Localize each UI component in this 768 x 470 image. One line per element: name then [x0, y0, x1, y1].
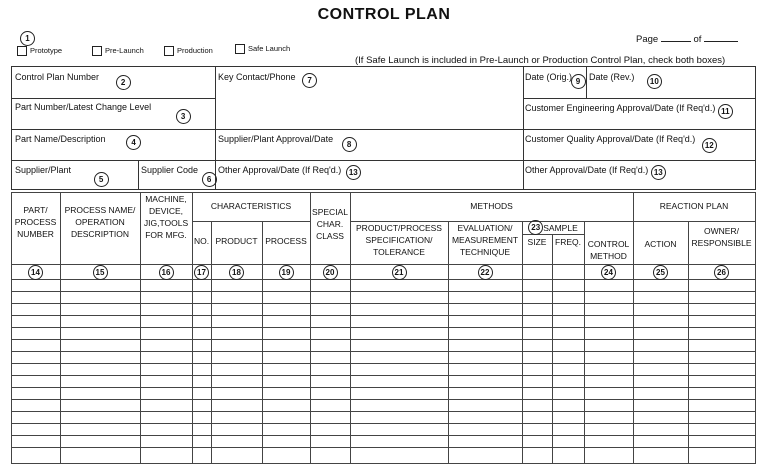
- field-label: Customer Quality Approval/Date (If Req'd.): [525, 133, 696, 144]
- ref-number: 20: [323, 265, 338, 280]
- header-line: PROCESS NAME/: [64, 205, 136, 215]
- ref-number: 9: [571, 74, 586, 89]
- field-label: Date (Orig.): [525, 71, 573, 82]
- ref-number: 19: [279, 265, 294, 280]
- ref-number: 26: [714, 265, 729, 280]
- customer-quality-approval-field[interactable]: [525, 132, 717, 150]
- checkbox-pre-launch[interactable]: [92, 46, 144, 56]
- column-header-owner: [688, 225, 755, 249]
- checkbox-label: Prototype: [30, 46, 63, 55]
- field-label: Other Approval/Date (If Req'd.): [218, 164, 342, 175]
- header-line: SPECIFICATION/: [365, 235, 433, 245]
- column-header-evaluation: [448, 222, 522, 258]
- field-label: Supplier/Plant: [15, 164, 72, 175]
- page-title: CONTROL PLAN: [317, 6, 451, 23]
- ref-number: 23: [528, 220, 543, 235]
- ref-number: 10: [647, 74, 662, 89]
- ref-number: 16: [159, 265, 174, 280]
- header-line: OWNER/: [704, 226, 739, 236]
- column-header-specification: [350, 222, 448, 258]
- part-number-field[interactable]: [15, 100, 191, 121]
- header-line: SPECIAL: [312, 207, 348, 217]
- ref-number: 2: [116, 75, 131, 90]
- ref-number: 13: [651, 165, 666, 180]
- column-group-reaction-plan: REACTION PLAN: [659, 201, 729, 211]
- header-line: CONTROL: [587, 239, 630, 249]
- ref-number: 21: [392, 265, 407, 280]
- column-header-size: SIZE: [527, 237, 547, 247]
- field-label: Other Approval/Date (If Req'd.): [525, 164, 649, 175]
- production-checkbox[interactable]: [164, 46, 174, 56]
- other-approval-right-field[interactable]: [525, 163, 666, 178]
- supplier-plant-field[interactable]: [15, 163, 109, 184]
- field-label: Part Number/Latest Change Level: [15, 101, 152, 112]
- column-group-sample: [522, 221, 584, 236]
- checkbox-label: Production: [177, 46, 213, 55]
- ref-number: 12: [702, 138, 717, 153]
- customer-engineering-approval-field[interactable]: [525, 101, 733, 116]
- column-group-methods: METHODS: [470, 201, 513, 211]
- header-line: MEASUREMENT: [451, 235, 519, 245]
- header-line: DEVICE,: [148, 206, 183, 216]
- ref-number: 4: [126, 135, 141, 150]
- header-line: PRODUCT/PROCESS: [356, 223, 442, 233]
- checkbox-production[interactable]: [164, 46, 213, 56]
- control-plan-table: [11, 192, 756, 464]
- ref-number: 1: [20, 31, 35, 46]
- ref-number: 6: [202, 172, 217, 187]
- column-header-control-method: [584, 238, 633, 262]
- checkbox-safe-launch[interactable]: [235, 44, 290, 54]
- checkbox-label: Pre-Launch: [105, 46, 144, 55]
- pre-launch-checkbox[interactable]: [92, 46, 102, 56]
- field-label: Control Plan Number: [15, 71, 100, 82]
- header-line: CHAR.: [316, 219, 344, 229]
- header-line: RESPONSIBLE: [691, 238, 752, 248]
- header-line: FOR MFG.: [145, 230, 187, 240]
- header-line: NUMBER: [17, 229, 54, 239]
- header-line: PROCESS: [14, 217, 57, 227]
- header-line: OPERATION: [75, 217, 125, 227]
- page-label: Page: [636, 34, 659, 45]
- checkbox-prototype[interactable]: [17, 46, 62, 56]
- field-label: Key Contact/Phone: [218, 71, 296, 82]
- header-line: SAMPLE: [543, 222, 578, 233]
- prototype-checkbox[interactable]: [17, 46, 27, 56]
- header-line: PART/: [23, 205, 48, 215]
- date-rev-field[interactable]: [589, 70, 662, 85]
- column-header-special-char: [310, 206, 350, 242]
- field-label: Date (Rev.): [589, 71, 635, 82]
- supplier-code-field[interactable]: [141, 163, 217, 184]
- column-group-characteristics: CHARACTERISTICS: [210, 201, 292, 211]
- other-approval-left-field[interactable]: [218, 163, 361, 178]
- part-name-field[interactable]: [15, 132, 141, 147]
- header-line: TECHNIQUE: [459, 247, 511, 257]
- field-label: Part Name/Description: [15, 133, 106, 144]
- column-header-freq: FREQ.: [555, 237, 581, 247]
- field-label: Supplier Code: [141, 164, 199, 175]
- ref-number: 18: [229, 265, 244, 280]
- header-line: EVALUATION/: [457, 223, 513, 233]
- column-header-product: PRODUCT: [215, 236, 258, 246]
- safe-launch-note: (If Safe Launch is included in Pre-Launch or Production Control Plan, check both boxes): [355, 55, 726, 66]
- ref-number: 11: [718, 104, 733, 119]
- supplier-approval-field[interactable]: [218, 132, 357, 147]
- page-number-field[interactable]: [661, 41, 691, 42]
- column-header-process-name: [60, 204, 140, 240]
- column-header-no: NO.: [193, 236, 210, 246]
- ref-number: 14: [28, 265, 43, 280]
- safe-launch-checkbox[interactable]: [235, 44, 245, 54]
- ref-number: 17: [194, 265, 209, 280]
- header-line: TOLERANCE: [373, 247, 425, 257]
- header-line: JIG,TOOLS: [143, 218, 189, 228]
- ref-number: 5: [94, 172, 109, 187]
- header-line: METHOD: [590, 251, 627, 261]
- header-line: MACHINE,: [145, 194, 187, 204]
- column-header-machine: [140, 193, 192, 241]
- control-plan-number-field[interactable]: [15, 70, 131, 85]
- ref-number: 22: [478, 265, 493, 280]
- column-header-action: ACTION: [644, 239, 677, 249]
- ref-number: 15: [93, 265, 108, 280]
- column-header-process: PROCESS: [265, 236, 307, 246]
- ref-number: 7: [302, 73, 317, 88]
- page-total-field[interactable]: [704, 41, 738, 42]
- header-section: [11, 66, 756, 190]
- field-label: Supplier/Plant Approval/Date: [218, 133, 334, 144]
- header-line: CLASS: [316, 231, 344, 241]
- date-orig-field[interactable]: [525, 70, 586, 85]
- checkbox-label: Safe Launch: [248, 44, 291, 53]
- ref-number: 25: [653, 265, 668, 280]
- ref-number: 8: [342, 137, 357, 152]
- ref-number: 13: [346, 165, 361, 180]
- column-header-part-process: [11, 204, 60, 240]
- ref-number: 24: [601, 265, 616, 280]
- field-label: Customer Engineering Approval/Date (If Req'd.): [525, 102, 716, 113]
- ref-number: 3: [176, 109, 191, 124]
- page-indicator: [636, 34, 738, 45]
- header-line: DESCRIPTION: [70, 229, 130, 239]
- key-contact-field[interactable]: [218, 70, 317, 85]
- page-of-label: of: [693, 34, 702, 45]
